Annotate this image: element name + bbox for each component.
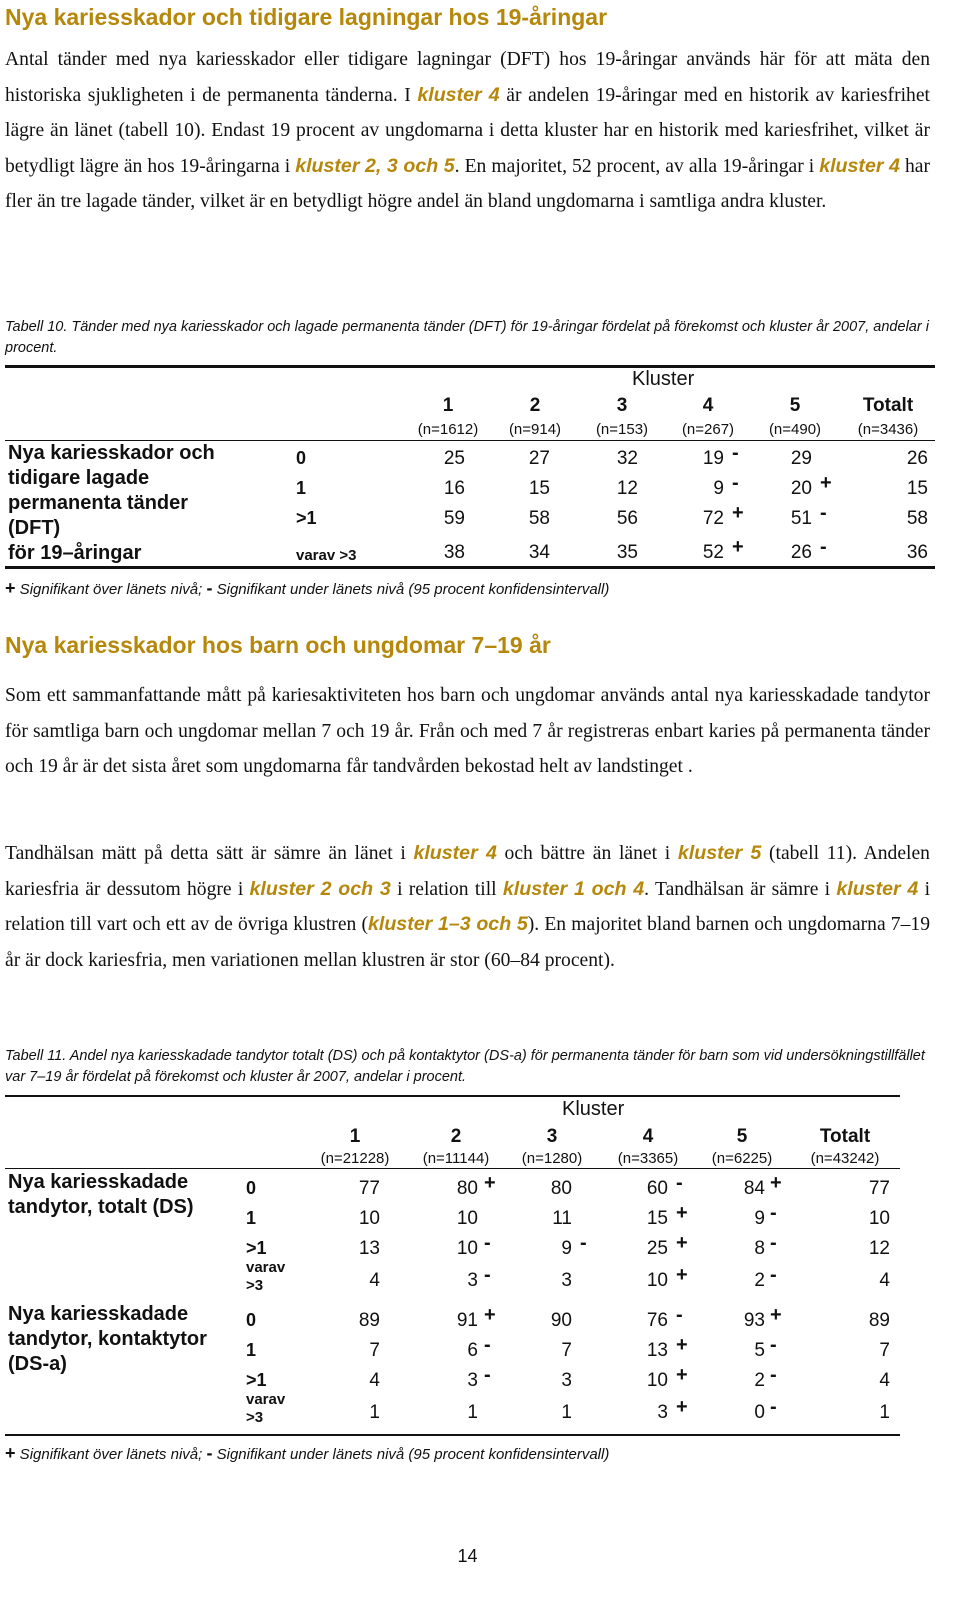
section-heading-7-19-ar: Nya kariesskador hos barn och ungdomar 7–19 år	[5, 632, 551, 658]
column-n: (n=6225)	[711, 1150, 773, 1167]
table-cell: 10	[646, 1270, 668, 1291]
significant-above-marker: +	[676, 1334, 688, 1356]
row-category: 0	[296, 448, 307, 468]
table-cell: 10	[868, 1208, 890, 1229]
column-n: (n=21228)	[320, 1150, 390, 1167]
column-header: 2	[450, 1126, 462, 1147]
row-group-label: Nya kariesskadade	[8, 1303, 189, 1325]
row-category: 0	[246, 1310, 257, 1330]
table-cell: 11	[552, 1208, 572, 1229]
table-cell: 0	[754, 1402, 765, 1423]
footnote-plus-text: Signifikant över länets nivå;	[15, 1446, 207, 1463]
table-cell: 4	[879, 1370, 890, 1391]
table11-header-rule	[5, 1168, 900, 1169]
table-cell: 80	[456, 1178, 478, 1199]
table-cell: 1	[467, 1402, 478, 1423]
row-category: varav	[246, 1259, 286, 1276]
significant-below-marker: -	[820, 502, 827, 524]
significant-above-marker: +	[676, 1396, 688, 1418]
row-category: >3	[246, 1409, 264, 1426]
significant-above-marker: +	[484, 1304, 496, 1326]
table-cell: 4	[369, 1370, 380, 1391]
table-cell: 9	[754, 1208, 765, 1229]
table-cell: 72	[702, 508, 724, 529]
paragraph-text: i relation till vart och ett av de övriga klustren (	[5, 878, 931, 935]
significant-below-marker: -	[580, 1232, 587, 1254]
significant-above-marker: +	[676, 1232, 688, 1254]
column-n: (n=153)	[595, 421, 649, 438]
table11-footnote	[5, 1443, 609, 1464]
row-group-label: (DS-a)	[8, 1353, 67, 1375]
table-cell: 1	[879, 1402, 890, 1423]
table-cell: 10	[456, 1238, 478, 1259]
table-cell: 12	[616, 478, 638, 499]
significant-below-marker: -	[484, 1264, 491, 1286]
column-header: 4	[642, 1126, 654, 1147]
column-n: (n=490)	[768, 421, 822, 438]
table-cell: 3	[657, 1402, 668, 1423]
table-cell: 10	[358, 1208, 380, 1229]
footnote-minus-symbol: -	[206, 1443, 213, 1463]
row-group-label: (DFT)	[8, 517, 61, 539]
footnote-plus-symbol: +	[5, 578, 16, 598]
table-cell: 80	[550, 1178, 572, 1199]
row-category: >1	[246, 1238, 267, 1258]
significant-above-marker: +	[770, 1172, 782, 1194]
table-cell: 52	[702, 542, 724, 563]
kluster-reference: kluster 2 och 3	[249, 877, 391, 900]
table-cell: 77	[868, 1178, 890, 1199]
significant-above-marker: +	[732, 502, 744, 524]
column-n: (n=11144)	[422, 1150, 490, 1167]
table-cell: 9	[713, 478, 724, 499]
kluster-reference: kluster 4	[413, 842, 497, 864]
table-cell: 1	[561, 1402, 572, 1423]
significant-below-marker: -	[484, 1232, 491, 1254]
table-cell: 84	[743, 1178, 765, 1199]
kluster-reference: kluster 1 och 4	[502, 877, 645, 900]
row-category: varav	[246, 1391, 286, 1408]
row-category: >1	[246, 1370, 267, 1390]
kluster-header: Kluster	[632, 368, 695, 390]
table-cell: 8	[754, 1238, 765, 1259]
table-cell: 13	[646, 1340, 668, 1361]
table11-bottom-rule	[5, 1434, 900, 1436]
significant-below-marker: -	[770, 1364, 777, 1386]
paragraph-text: . Tandhälsan är sämre i	[644, 878, 837, 900]
paragraph-text: ). En majoritet bland barnen och ungdomarna 7–19 år är dock kariesfria, men variationen mellan klustren är stor (60–84 procent).	[5, 914, 930, 971]
significant-below-marker: -	[676, 1172, 683, 1194]
column-header: Totalt	[862, 395, 914, 416]
paragraph-text: . En majoritet, 52 procent, av alla 19-åringar i	[454, 155, 820, 177]
kluster-reference: kluster 1–3 och 5	[368, 913, 528, 935]
table-cell: 19	[702, 448, 724, 469]
kluster-header: Kluster	[562, 1098, 625, 1120]
table-cell: 26	[906, 448, 928, 469]
table-cell: 20	[790, 478, 812, 499]
table-cell: 25	[443, 448, 465, 469]
row-category: >3	[246, 1277, 264, 1294]
paragraph-text: och bättre än länet i	[496, 843, 678, 864]
column-header: 5	[789, 395, 801, 416]
paragraph-text: (tabell 11). Andelen kariesfria är dessutom högre i	[5, 843, 930, 900]
row-category: 1	[246, 1340, 257, 1360]
column-n: (n=1612)	[417, 421, 479, 438]
table-cell: 4	[369, 1270, 380, 1291]
table-cell: 29	[790, 448, 812, 469]
column-header: 1	[442, 395, 454, 416]
table-cell: 89	[868, 1310, 890, 1331]
table-cell: 25	[646, 1238, 668, 1259]
row-group-label: tidigare lagade	[8, 467, 150, 489]
table-cell: 26	[790, 542, 812, 563]
table-cell: 2	[754, 1370, 765, 1391]
kluster-reference: kluster 4	[836, 877, 919, 900]
table-cell: 2	[754, 1270, 765, 1291]
column-header: 1	[349, 1126, 361, 1147]
table-cell: 89	[358, 1310, 380, 1331]
paragraph-text: Tandhälsan mätt på detta sätt är sämre än länet i	[5, 843, 414, 864]
section2-paragraph-1: Som ett sammanfattande mått på kariesaktiviteten hos barn och ungdomar används antal nya kariesskadade tandytor för samtliga barn och ungdomar mellan 7 och 19 år. Från och med 7 år registreras enbart karies på permanenta tänder och 19 år är det sista året som ungdomarna får tandvården bekostad helt av landstinget .	[5, 685, 930, 777]
table-cell: 9	[561, 1238, 572, 1259]
footnote-minus-text: Signifikant under länets nivå (95 procent konfidensintervall)	[212, 581, 610, 598]
paragraph-text: i relation till	[390, 878, 503, 900]
paragraph-text: har fler än tre lagade tänder, vilket är en betydligt högre andel än bland ungdomarna i samtliga andra kluster.	[5, 155, 930, 212]
table-cell: 10	[646, 1370, 668, 1391]
table-cell: 51	[790, 508, 812, 529]
column-n: (n=3365)	[617, 1150, 679, 1167]
column-n: (n=3436)	[857, 421, 919, 438]
table-cell: 7	[561, 1340, 572, 1361]
row-group-label: tandytor, kontaktytor	[8, 1328, 207, 1350]
section-heading-19-aringar: Nya kariesskador och tidigare lagningar hos 19-åringar	[5, 4, 608, 30]
table-cell: 3	[467, 1270, 478, 1291]
table-cell: 3	[561, 1270, 572, 1291]
significant-below-marker: -	[732, 472, 739, 494]
significant-below-marker: -	[820, 536, 827, 558]
significant-below-marker: -	[732, 442, 739, 464]
table-cell: 77	[358, 1178, 380, 1199]
footnote-plus-symbol: +	[5, 1443, 16, 1463]
kluster-reference: kluster 5	[677, 842, 762, 864]
significant-below-marker: -	[770, 1396, 777, 1418]
significant-below-marker: -	[484, 1334, 491, 1356]
column-n: (n=43242)	[810, 1150, 880, 1167]
row-category: 1	[246, 1208, 257, 1228]
table-cell: 5	[754, 1340, 765, 1361]
page-number: 14	[457, 1546, 478, 1566]
table-cell: 3	[467, 1370, 478, 1391]
row-category: 0	[246, 1178, 257, 1198]
significant-below-marker: -	[770, 1232, 777, 1254]
footnote-plus-text: Signifikant över länets nivå;	[15, 581, 207, 598]
table-cell: 7	[879, 1340, 890, 1361]
table-cell: 59	[443, 508, 465, 529]
table-cell: 1	[369, 1402, 380, 1423]
table-cell: 15	[528, 478, 550, 499]
kluster-reference: kluster 2, 3 och 5	[295, 154, 455, 177]
table11-caption: Tabell 11. Andel nya kariesskadade tandytor totalt (DS) och på kontaktytor (DS-a) för permanenta tänder för barn som vid undersökningstillfället var 7–19 år fördelat på förekomst och kluster år 2007, andelar i procent.	[5, 1048, 925, 1085]
table10-caption: Tabell 10. Tänder med nya kariesskador och lagade permanenta tänder (DFT) för 19-åringar fördelat på förekomst och kluster år 2007, andelar i procent.	[5, 319, 929, 356]
significant-above-marker: +	[770, 1304, 782, 1326]
table-cell: 16	[443, 478, 465, 499]
paragraph-text: är andelen 19-åringar med en historik av kariesfrihet lägre än länet (tabell 10). Endast 19 procent av ungdomarna i detta kluster har en historik med kariesfrihet, vilket är betydligt lägre än hos 19-åringarna i	[5, 84, 930, 177]
table-cell: 58	[906, 508, 928, 529]
row-group-label: Nya kariesskadade	[8, 1171, 189, 1193]
significant-above-marker: +	[484, 1172, 496, 1194]
significant-above-marker: +	[732, 536, 744, 558]
table-cell: 76	[646, 1310, 668, 1331]
column-header: 2	[529, 395, 541, 416]
table-cell: 60	[646, 1178, 668, 1199]
kluster-reference: kluster 4	[417, 83, 500, 106]
kluster-reference: kluster 4	[819, 154, 900, 177]
table-cell: 6	[467, 1340, 478, 1361]
significant-below-marker: -	[770, 1202, 777, 1224]
row-group-label: Nya kariesskador och	[8, 442, 215, 464]
table-cell: 91	[456, 1310, 478, 1331]
table-cell: 3	[561, 1370, 572, 1391]
row-group-label: tandytor, totalt (DS)	[8, 1196, 194, 1218]
table-cell: 34	[528, 542, 550, 563]
significant-above-marker: +	[676, 1264, 688, 1286]
row-category: varav >3	[296, 547, 357, 564]
significant-above-marker: +	[676, 1364, 688, 1386]
footnote-minus-symbol: -	[206, 578, 213, 598]
row-category: >1	[296, 508, 317, 528]
table-cell: 56	[616, 508, 638, 529]
significant-below-marker: -	[484, 1364, 491, 1386]
row-group-label: permanenta tänder	[8, 492, 189, 514]
table-cell: 93	[743, 1310, 765, 1331]
column-n: (n=267)	[681, 421, 735, 438]
table-cell: 58	[528, 508, 550, 529]
significant-below-marker: -	[770, 1334, 777, 1356]
paragraph-text: Antal tänder med nya kariesskador eller tidigare lagningar (DFT) hos 19-åringar används här för att mäta den historiska sjukligheten i de permanenta tänderna. I	[5, 49, 930, 106]
column-header: 4	[702, 395, 714, 416]
table-cell: 13	[358, 1238, 380, 1259]
row-category: 1	[296, 478, 307, 498]
table-cell: 4	[879, 1270, 890, 1291]
column-n: (n=914)	[508, 421, 562, 438]
column-n: (n=1280)	[521, 1150, 583, 1167]
significant-below-marker: -	[676, 1304, 683, 1326]
column-header: 5	[736, 1126, 748, 1147]
column-header: Totalt	[819, 1126, 871, 1147]
table-cell: 32	[616, 448, 638, 469]
table-cell: 35	[616, 542, 638, 563]
footnote-minus-text: Signifikant under länets nivå (95 procent konfidensintervall)	[212, 1446, 610, 1463]
significant-below-marker: -	[770, 1264, 777, 1286]
significant-above-marker: +	[676, 1202, 688, 1224]
table-cell: 27	[528, 448, 550, 469]
table-cell: 12	[868, 1238, 890, 1259]
table-cell: 10	[456, 1208, 478, 1229]
row-group-label: för 19–åringar	[8, 542, 142, 564]
table-cell: 15	[906, 478, 928, 499]
table-cell: 90	[550, 1310, 572, 1331]
significant-above-marker: +	[820, 472, 832, 494]
column-header: 3	[616, 395, 628, 416]
table11-top-rule	[5, 1095, 900, 1097]
table-cell: 38	[443, 542, 465, 563]
table-cell: 15	[646, 1208, 668, 1229]
column-header: 3	[546, 1126, 558, 1147]
table-cell: 36	[906, 542, 928, 563]
table-cell: 7	[369, 1340, 380, 1361]
